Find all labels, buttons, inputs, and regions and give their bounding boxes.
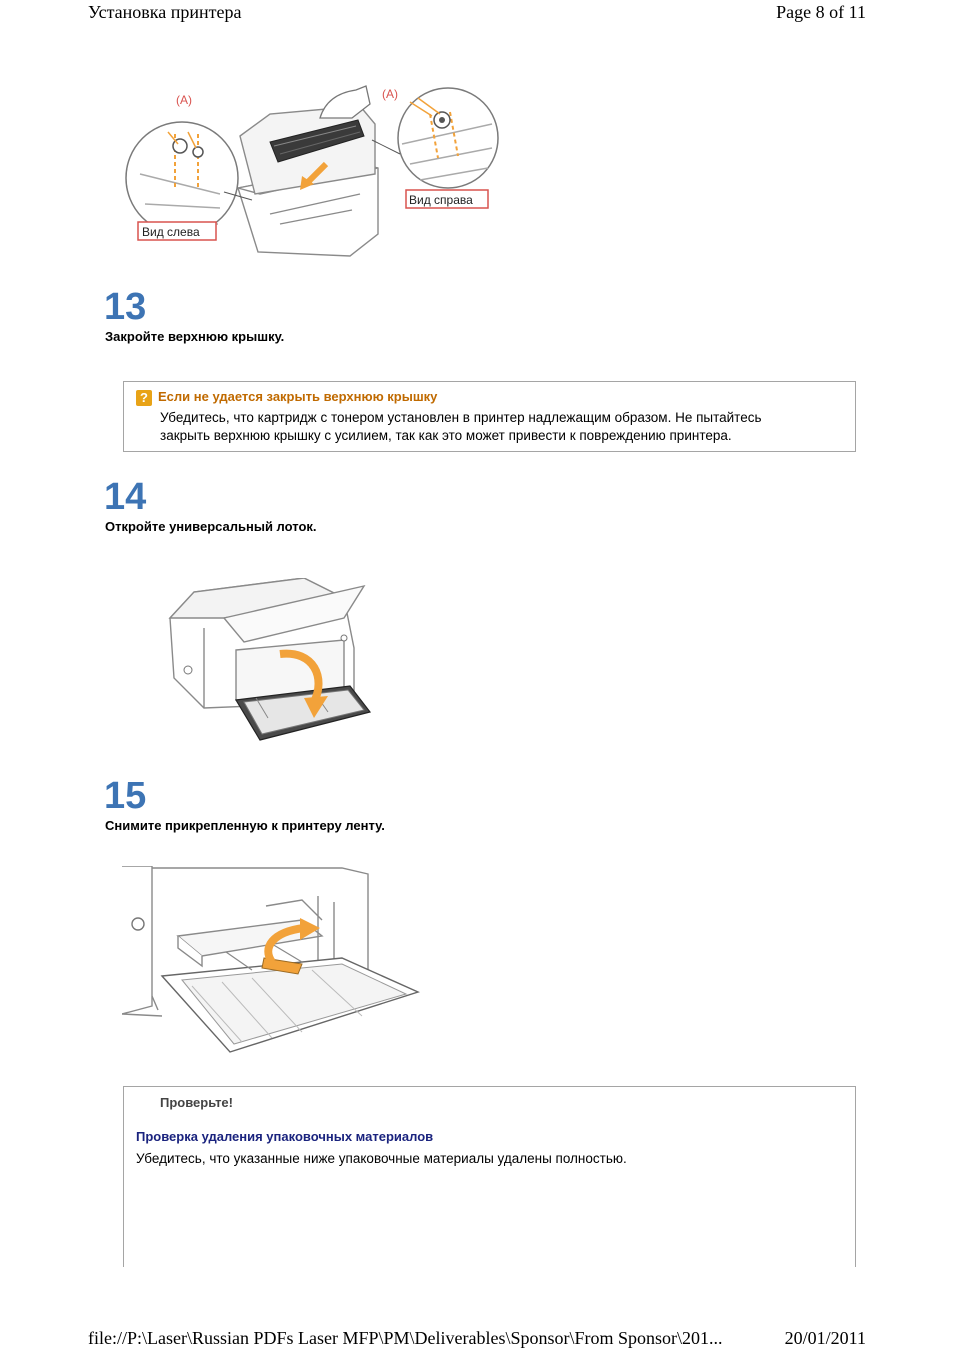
note-body-line-1: Убедитесь, что картридж с тонером установлен в принтер надлежащим образом. Не пытайтесь bbox=[160, 410, 762, 425]
figure1-caption-right: Вид справа bbox=[409, 193, 473, 207]
help-question-icon: ? bbox=[136, 390, 152, 406]
footer-date: 20/01/2011 bbox=[784, 1328, 866, 1348]
step-15-number: 15 bbox=[104, 775, 147, 817]
check-box bbox=[123, 1086, 856, 1267]
remove-tape-illustration bbox=[122, 866, 422, 1058]
figure1-label-a-right: (A) bbox=[382, 87, 398, 101]
step-15-text: Снимите прикрепленную к принтеру ленту. bbox=[105, 818, 385, 833]
note-body bbox=[160, 409, 860, 445]
note-box bbox=[123, 381, 856, 452]
step-13-text: Закройте верхнюю крышку. bbox=[105, 329, 285, 344]
step-14-text: Откройте универсальный лоток. bbox=[105, 519, 317, 534]
footer-file-path: file://P:\Laser\Russian PDFs Laser MFP\PM\Deliverables\Sponsor\From Sponsor\201... bbox=[88, 1328, 723, 1348]
page-header-page-number: Page 8 of 11 bbox=[776, 2, 866, 22]
open-tray-illustration bbox=[164, 578, 376, 744]
cartridge-install-illustration bbox=[120, 84, 500, 260]
figure1-label-a-left: (A) bbox=[176, 93, 192, 107]
note-title: Если не удается закрыть верхнюю крышку bbox=[158, 389, 438, 404]
figure1-caption-left: Вид слева bbox=[142, 225, 200, 239]
step-13-number: 13 bbox=[104, 286, 147, 328]
check-title: Проверка удаления упаковочных материалов bbox=[136, 1129, 434, 1144]
check-body: Убедитесь, что указанные ниже упаковочные материалы удалены полностью. bbox=[136, 1151, 627, 1166]
step-14-number: 14 bbox=[104, 476, 147, 518]
page-header-title: Установка принтера bbox=[88, 2, 242, 22]
note-body-line-2: закрыть верхнюю крышку с усилием, так как это может привести к повреждению принтера. bbox=[160, 428, 732, 443]
check-label: Проверьте! bbox=[160, 1095, 233, 1110]
